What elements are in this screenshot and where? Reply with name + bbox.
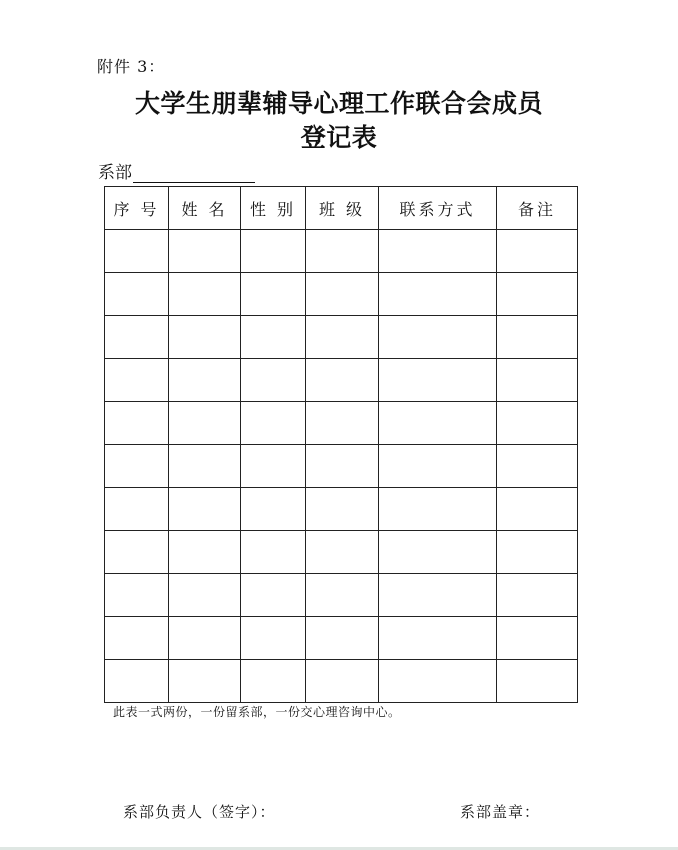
table-cell[interactable] xyxy=(169,531,241,574)
table-cell[interactable] xyxy=(169,230,241,273)
table-cell[interactable] xyxy=(105,402,169,445)
table-cell[interactable] xyxy=(379,660,497,703)
table-cell[interactable] xyxy=(169,660,241,703)
table-cell[interactable] xyxy=(169,617,241,660)
table-cell[interactable] xyxy=(169,402,241,445)
table-row xyxy=(105,359,578,402)
table-cell[interactable] xyxy=(169,574,241,617)
table-cell[interactable] xyxy=(169,359,241,402)
table-cell[interactable] xyxy=(105,488,169,531)
table-cell[interactable] xyxy=(379,316,497,359)
table-cell[interactable] xyxy=(241,531,306,574)
table-cell[interactable] xyxy=(497,617,578,660)
table-cell[interactable] xyxy=(241,230,306,273)
table-row xyxy=(105,402,578,445)
table-cell[interactable] xyxy=(105,230,169,273)
table-row xyxy=(105,531,578,574)
table-cell[interactable] xyxy=(306,316,379,359)
form-title-line2: 登记表 xyxy=(300,123,378,152)
table-cell[interactable] xyxy=(105,531,169,574)
table-cell[interactable] xyxy=(379,359,497,402)
form-note: 此表一式两份，一份留系部，一份交心理咨询中心。 xyxy=(113,705,401,719)
table-cell[interactable] xyxy=(379,402,497,445)
table-cell[interactable] xyxy=(306,574,379,617)
table-cell[interactable] xyxy=(306,230,379,273)
table-row xyxy=(105,316,578,359)
table-cell[interactable] xyxy=(105,316,169,359)
department-blank-line[interactable] xyxy=(133,164,255,183)
header-class: 班 级 xyxy=(306,187,379,230)
header-gender: 性 别 xyxy=(241,187,306,230)
table-row xyxy=(105,230,578,273)
seal-label: 系部盖章： xyxy=(460,803,541,821)
table-cell[interactable] xyxy=(497,402,578,445)
table-cell[interactable] xyxy=(306,488,379,531)
table-cell[interactable] xyxy=(105,660,169,703)
table-cell[interactable] xyxy=(497,488,578,531)
table-cell[interactable] xyxy=(306,445,379,488)
table-cell[interactable] xyxy=(169,316,241,359)
table-cell[interactable] xyxy=(105,445,169,488)
table-cell[interactable] xyxy=(241,273,306,316)
header-remarks: 备注 xyxy=(497,187,578,230)
header-name: 姓 名 xyxy=(169,187,241,230)
table-row xyxy=(105,488,578,531)
table-cell[interactable] xyxy=(306,660,379,703)
table-header-row xyxy=(105,187,578,230)
department-field xyxy=(98,158,255,183)
table-cell[interactable] xyxy=(497,531,578,574)
table-cell[interactable] xyxy=(306,359,379,402)
table-cell[interactable] xyxy=(241,359,306,402)
table-cell[interactable] xyxy=(497,574,578,617)
table-cell[interactable] xyxy=(306,402,379,445)
table-cell[interactable] xyxy=(379,273,497,316)
table-cell[interactable] xyxy=(105,359,169,402)
header-serial-number: 序 号 xyxy=(105,187,169,230)
table-cell[interactable] xyxy=(379,445,497,488)
table-cell[interactable] xyxy=(241,316,306,359)
table-cell[interactable] xyxy=(169,273,241,316)
table-cell[interactable] xyxy=(379,230,497,273)
table-cell[interactable] xyxy=(241,445,306,488)
table-cell[interactable] xyxy=(105,574,169,617)
table-cell[interactable] xyxy=(379,531,497,574)
table-cell[interactable] xyxy=(105,273,169,316)
table-cell[interactable] xyxy=(169,445,241,488)
attachment-label: 附件 3： xyxy=(97,57,166,76)
table-cell[interactable] xyxy=(241,617,306,660)
table-cell[interactable] xyxy=(497,359,578,402)
signature-label: 系部负责人（签字）： xyxy=(123,803,276,821)
table-cell[interactable] xyxy=(379,488,497,531)
table-cell[interactable] xyxy=(306,617,379,660)
table-row xyxy=(105,574,578,617)
table-cell[interactable] xyxy=(169,488,241,531)
table-row xyxy=(105,445,578,488)
table-cell[interactable] xyxy=(306,531,379,574)
table-cell[interactable] xyxy=(497,230,578,273)
table-cell[interactable] xyxy=(497,445,578,488)
table-row xyxy=(105,617,578,660)
table-cell[interactable] xyxy=(379,574,497,617)
table-row xyxy=(105,273,578,316)
table-cell[interactable] xyxy=(241,574,306,617)
form-title-line1: 大学生朋辈辅导心理工作联合会成员 xyxy=(134,89,543,118)
table-row xyxy=(105,660,578,703)
table-body xyxy=(105,230,578,703)
table-cell[interactable] xyxy=(241,660,306,703)
registration-table xyxy=(104,186,578,703)
table-cell[interactable] xyxy=(105,617,169,660)
header-contact: 联系方式 xyxy=(379,187,497,230)
table-cell[interactable] xyxy=(497,660,578,703)
table-cell[interactable] xyxy=(241,402,306,445)
table-cell[interactable] xyxy=(497,316,578,359)
table-cell[interactable] xyxy=(497,273,578,316)
table-cell[interactable] xyxy=(379,617,497,660)
table-cell[interactable] xyxy=(306,273,379,316)
department-label: 系部 xyxy=(98,163,132,183)
table-cell[interactable] xyxy=(241,488,306,531)
